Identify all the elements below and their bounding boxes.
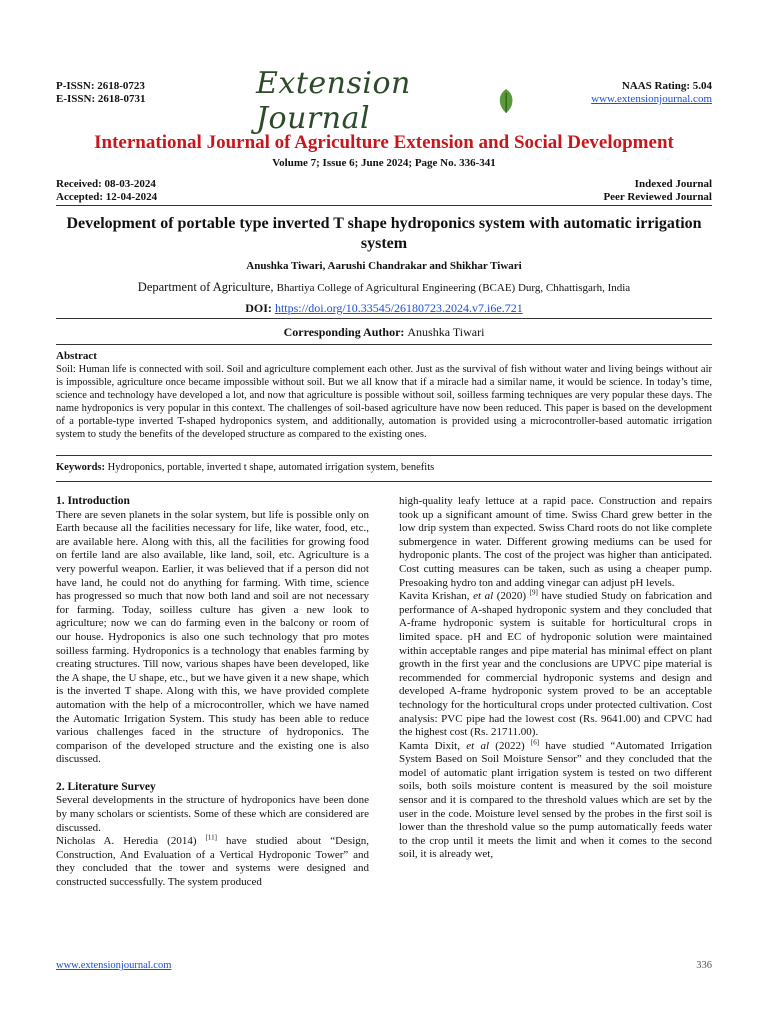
- footer-website-link[interactable]: www.extensionjournal.com: [56, 960, 172, 971]
- intro-paragraph: There are seven planets in the solar system, but life is possible only on Earth because all the facilities necessary for life, like water, food, etc., are available here. Along with this, all the facilities for growing food on fertile land are also available, like land, soil, etc. Agriculture is a very powerful weapon. Earlier, it was believed that if a person did not have land, he could not do anything for farming. With time, science has progressed so much that now both land and soil are not necessary for farming. Today, soilless culture has given a new look to agriculture; now we can do farming even in the balcony or room of our house. Hydroponics is also one such technology that pro motes soilless farming. Hydroponics is a technology that enables farming by creating structures. Till now, various shapes have been developed, like the A shape, the U shape, etc., but we have given it a new shape, which is the inverted T shape. Along with this, we have provided complete automation with the help of a microcontroller, which we have named the Automatic Irrigation System. This study has been able to reduce various challenges faced in the structure of hydroponics. The comparison of the developed structure and the existing one is also discussed.: [56, 508, 369, 766]
- doi-link[interactable]: https://doi.org/10.33545/26180723.2024.v7.i6e.721: [274, 301, 523, 315]
- logo-text: Extension Journal: [256, 66, 411, 136]
- review-block: [603, 178, 712, 204]
- divider: [56, 481, 712, 482]
- dixit-etal: et al: [466, 739, 490, 752]
- krishan-b: (2020): [493, 590, 530, 603]
- corr-name: Anushka Tiwari: [407, 325, 485, 339]
- lit-paragraph: Several developments in the structure of hydroponics have been done by many scholars or scientists. Some of these which are considered are discussed.: [56, 794, 369, 834]
- citation-ref: [9]: [529, 588, 538, 597]
- dixit-a: Kamta Dixit,: [399, 739, 467, 752]
- dixit-b: (2022): [489, 739, 531, 752]
- citation-ref: [6]: [530, 738, 540, 747]
- keywords-label: Keywords:: [56, 462, 105, 473]
- journal-title: International Journal of Agriculture Extension and Social Development: [94, 132, 674, 153]
- eissn: E-ISSN: 2618-0731: [56, 93, 146, 105]
- divider: [56, 205, 712, 206]
- doi-line: [0, 301, 768, 316]
- authors: Anushka Tiwari, Aarushi Chandrakar and Shikhar Tiwari: [246, 260, 522, 272]
- dixit-c: have studied “Automated Irrigation System Based on Soil Moisture Sensor” and they concluded that the model of automatic plant irrigation system is tested on two different soils, both soils moisture content is measured by the soil moisture sensor and it is compared to the threshold values which are set by the user in the code. Moisture level sensed by the probes in the first soil is lower than the threshold value so the pump automatically feeds water to the crop until it meets the limit and when it comes to the second soil, it is already wet,: [399, 739, 712, 861]
- krishan-a: Kavita Krishan,: [399, 590, 474, 603]
- corr-label: Corresponding Author:: [283, 325, 408, 339]
- journal-website-link[interactable]: www.extensionjournal.com: [591, 93, 712, 105]
- divider: [56, 318, 712, 319]
- abstract-heading: Abstract: [56, 350, 97, 362]
- received-date: Received: 08-03-2024: [56, 178, 156, 190]
- affiliation: [0, 280, 768, 295]
- left-column: [56, 495, 369, 890]
- rating-block: [591, 80, 712, 106]
- keywords: [56, 462, 712, 473]
- accepted-date: Accepted: 12-04-2024: [56, 191, 158, 203]
- peer-label: Peer Reviewed Journal: [603, 191, 712, 203]
- divider: [56, 455, 712, 456]
- right-paragraph-1: high-quality leafy lettuce at a rapid pace. Construction and repairs took up a significant amount of time. Swiss Chard grew better in the low drip system than expected. Swiss Chard roots do not like complete submergence in water. Different growing mediums can be used for hydroponic plants. The cost of the project was higher than anticipated. Cost cutting measures can be taken, such as using a cheaper pump. Presoaking hydro ton and adding vinegar can adjust pH levels.: [399, 495, 712, 589]
- heredia-paragraph: [56, 835, 369, 889]
- heredia-a: Nicholas A. Heredia (2014): [56, 835, 206, 848]
- krishan-c: have studied Study on fabrication and performance of A-shaped hydroponic system and they concluded that A-frame hydroponic system is suitable for horticultural crops in limited space. pH and EC of hydroponic solution were maintained within acceptable ranges and pipe material has minimal effect on plant growth in the first year and the conclusions are UPVC pipe material is recommended for commercial hydroponic systems and design and developed A-frame hydroponic system proved to be an acceptable technology for the horticultural crops under protected cultivation. Cost analysis: PVC pipe had the lowest cost (Rs. 9641.00) and CPVC had the highest cost (Rs. 21711.00).: [399, 590, 712, 739]
- citation-ref: [11]: [205, 833, 217, 842]
- journal-logo[interactable]: [256, 66, 516, 136]
- heredia-b: have studied about “Design, Construction, And Evaluation of a Vertical Hydroponic Tower” and they concluded that the tower and systems were designed and constructed successfully. The system produced: [56, 835, 370, 889]
- dept-lead: Department of Agriculture,: [137, 280, 277, 294]
- dates-block: [56, 178, 157, 204]
- dixit-paragraph: [399, 740, 712, 862]
- paper-title: Development of portable type inverted T shape hydroponics system with automatic irrigation system: [66, 215, 702, 252]
- lit-heading: 2. Literature Survey: [56, 780, 156, 793]
- keywords-text: Hydroponics, portable, inverted t shape, automated irrigation system, benefits: [105, 462, 435, 473]
- leaf-icon: [496, 85, 516, 117]
- krishan-etal: et al: [473, 590, 494, 603]
- abstract: [56, 350, 712, 441]
- abstract-text: Soil: Human life is connected with soil. Soil and agriculture complement each other. Just as the survival of fish without water and living beings without air is impossible, agriculture once became impossible without soil. But we all know that if a miracle had a similar name, it would be science. In today’s time, science and technology have developed a lot, and now that agriculture is possible without soil, soilless farming techniques are very popular these days. The name hydroponics is very popular in this context. The challenges of soil-based agriculture have now been reduced. This paper is based on the development of a portable-type inverted T-shaped hydroponics system, and additionally, automation is provided using a microcontroller-based automatic irrigation system to study the benefits of the developed structure as compared to the existing ones.: [56, 364, 712, 440]
- doi-label: DOI:: [245, 301, 275, 315]
- volume-info: Volume 7; Issue 6; June 2024; Page No. 336-341: [272, 157, 496, 169]
- dept-rest: Bhartiya College of Agricultural Engineering (BCAE) Durg, Chhattisgarh, India: [276, 282, 631, 294]
- pissn: P-ISSN: 2618-0723: [56, 80, 145, 92]
- issn-block: [56, 80, 146, 106]
- page-number: 336: [696, 960, 712, 971]
- indexed-label: Indexed Journal: [634, 178, 712, 190]
- corresponding-author: [0, 325, 768, 340]
- intro-heading: 1. Introduction: [56, 495, 130, 507]
- naas-rating: NAAS Rating: 5.04: [621, 80, 712, 92]
- krishan-paragraph: [399, 590, 712, 740]
- right-column: [399, 495, 712, 862]
- divider: [56, 344, 712, 345]
